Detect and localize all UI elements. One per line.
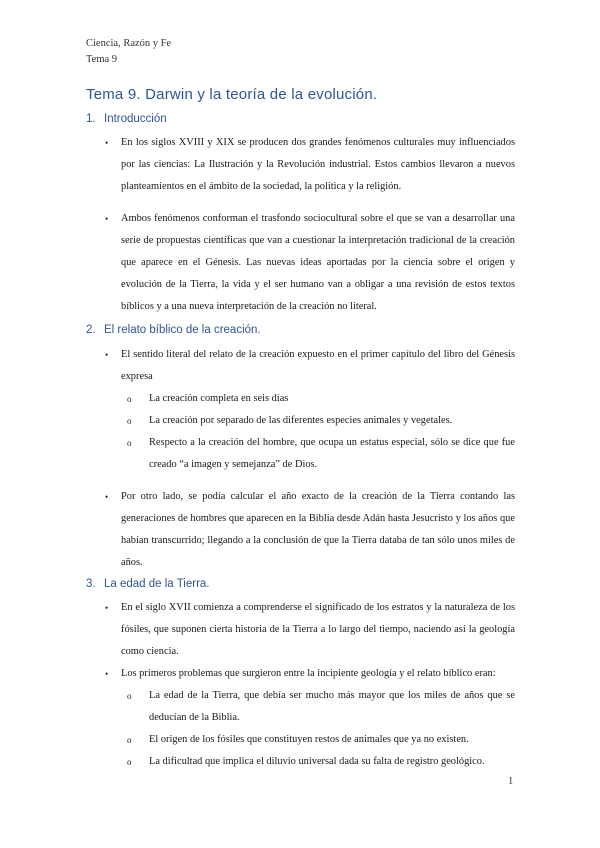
sub-list-item [113, 388, 515, 410]
section-heading-edad-tierra [86, 578, 210, 590]
sub-item-text: La creación completa en seis días [149, 393, 289, 404]
bullet-icon: • [105, 603, 109, 613]
paragraph-text: Los primeros problemas que surgieron entre la incipiente geología y el relato bíblico eran: [121, 668, 496, 679]
section-body-relato-biblico [105, 344, 515, 574]
paragraph-text: En los siglos XVIII y XIX se producen dos grandes fenómenos culturales muy influenciados por las ciencias: La Ilustración y la Revolución industrial. Estos cambios llevaron a nuevos planteamientos en el ámbito de la sociedad, la política y la religión. [121, 137, 515, 192]
header-course: Ciencia, Razón y Fe [86, 38, 172, 49]
sub-list-item [113, 729, 515, 751]
list-item [105, 597, 515, 663]
section-number: 2. [86, 324, 96, 336]
sub-item-text: La dificultad que implica el diluvio universal dada su falta de registro geológico. [149, 756, 485, 767]
section-title: Introducción [104, 113, 167, 125]
section-number: 1. [86, 113, 96, 125]
sub-item-text: El origen de los fósiles que constituyen restos de animales que ya no existen. [149, 734, 469, 745]
sub-list-item [113, 410, 515, 432]
page-number: 1 [508, 776, 514, 787]
paragraph-text: El sentido literal del relato de la creación expuesto en el primer capítulo del libro del Génesis expresa [121, 349, 515, 382]
sub-bullet-icon: o [127, 416, 132, 426]
page-header [86, 36, 171, 68]
bullet-icon: • [105, 214, 109, 224]
section-title: El relato bíblico de la creación. [104, 324, 261, 336]
list-item [105, 486, 515, 574]
section-title: La edad de la Tierra. [104, 578, 210, 590]
sub-bullet-icon: o [127, 394, 132, 404]
paragraph-text: En el siglo XVII comienza a comprenderse el significado de los estratos y la naturaleza de los fósiles, que suponen cierta historia de la Tierra a lo largo del tiempo, naciendo así la geología como ciencia. [121, 602, 515, 657]
section-number: 3. [86, 578, 96, 590]
section-body-introduccion [105, 132, 515, 318]
sub-bullet-icon: o [127, 691, 132, 701]
list-item [105, 344, 515, 388]
sub-list-item [113, 685, 515, 729]
section-heading-introduccion [86, 113, 167, 125]
sub-bullet-icon: o [127, 438, 132, 448]
section-body-edad-tierra [105, 597, 515, 773]
header-topic: Tema 9 [86, 54, 118, 65]
list-item [105, 132, 515, 198]
sub-item-text: La creación por separado de las diferentes especies animales y vegetales. [149, 415, 453, 426]
bullet-icon: • [105, 350, 109, 360]
sub-list-item [113, 751, 515, 773]
sub-item-text: La edad de la Tierra, que debía ser mucho más mayor que los miles de años que se deducían de la Biblia. [149, 690, 515, 723]
sub-bullet-icon: o [127, 757, 132, 767]
section-heading-relato-biblico [86, 324, 261, 336]
list-item [105, 663, 515, 685]
document-title: Tema 9. Darwin y la teoría de la evolución. [86, 86, 378, 103]
sub-list-item [113, 432, 515, 476]
paragraph-text: Por otro lado, se podía calcular el año exacto de la creación de la Tierra contando las generaciones de hombres que aparecen en la Biblia desde Adán hasta Jesucristo y los años que habían transcurrido; llegando a la conclusión de que la Tierra databa de tan sólo unos miles de años. [121, 491, 515, 568]
bullet-icon: • [105, 669, 109, 679]
bullet-icon: • [105, 138, 109, 148]
sub-bullet-icon: o [127, 735, 132, 745]
sub-item-text: Respecto a la creación del hombre, que ocupa un estatus especial, sólo se dice que fue creado “a imagen y semejanza” de Dios. [149, 437, 515, 470]
paragraph-text: Ambos fenómenos conforman el trasfondo sociocultural sobre el que se van a desarrollar una serie de propuestas científicas que van a cuestionar la interpretación tradicional de la creación que aparece en el Génesis. Las nuevas ideas aportadas por la ciencia sobre el origen y evolución de la Tierra, la vida y el ser humano van a obligar a una revisión de estos textos bíblicos y a una nueva interpretación de la creación no literal. [121, 213, 515, 312]
bullet-icon: • [105, 492, 109, 502]
list-item [105, 208, 515, 318]
